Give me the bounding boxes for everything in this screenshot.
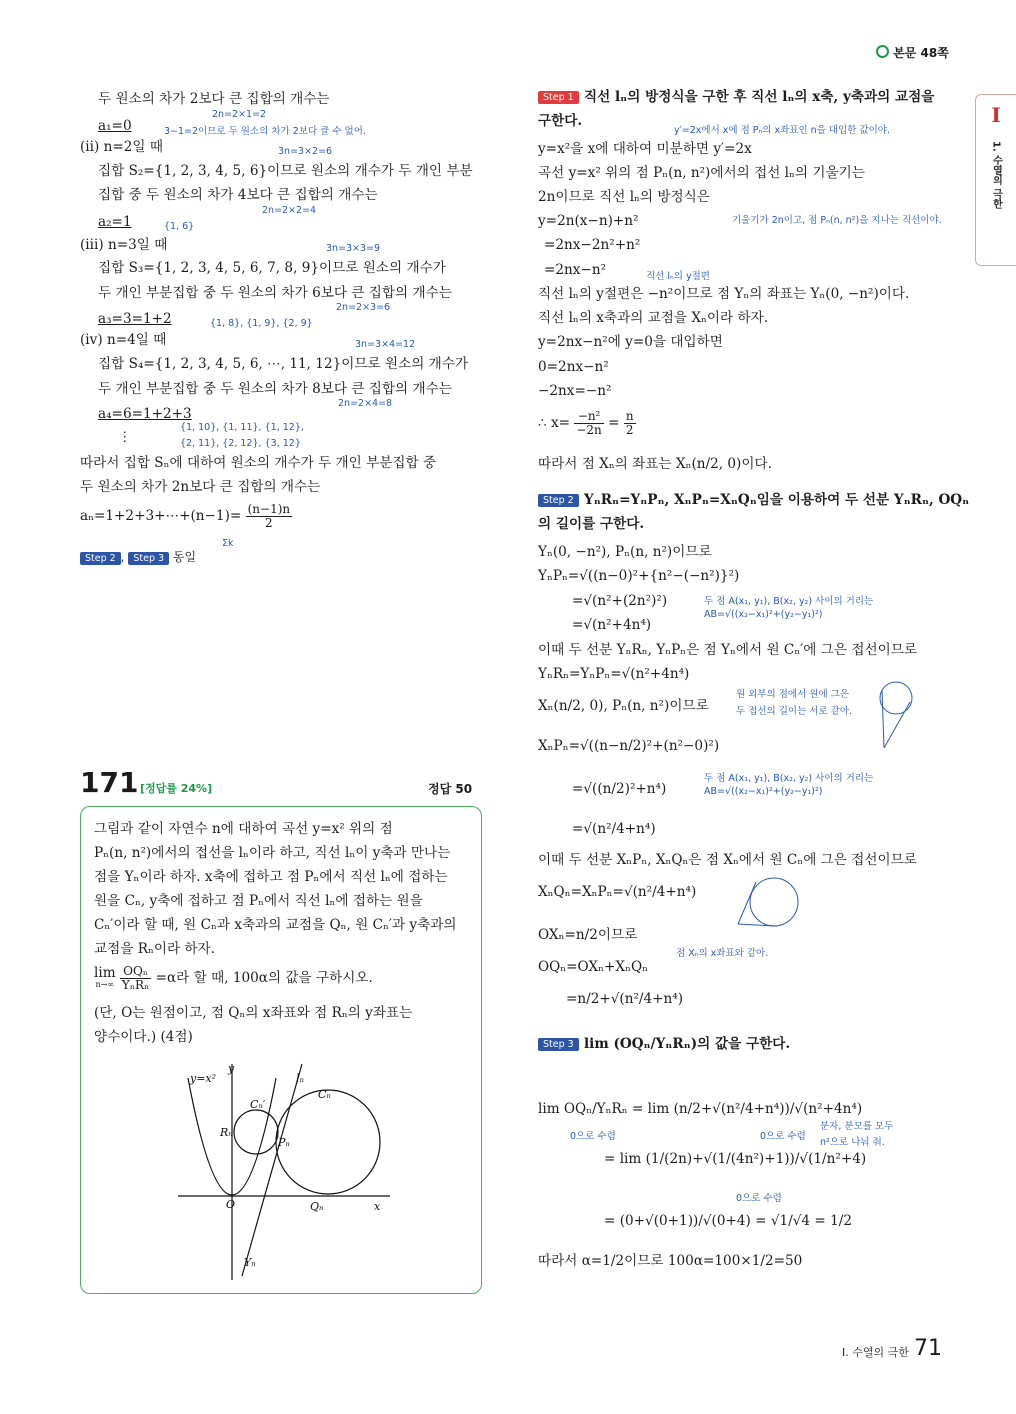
left-l3: (ii) n=2일 때: [80, 139, 164, 155]
page-ref: 본문 48쪽: [876, 44, 949, 61]
r-c4a: 분자, 분모를 모두: [820, 1121, 894, 1132]
fig-y-eq: y=x²: [190, 1072, 217, 1085]
r-s1b: 구한다.: [538, 113, 583, 129]
r-n21a: 두 점 A(x₁, y₁), B(x₂, y₂) 사이의 거리는: [704, 773, 874, 784]
problem-p2: Pₙ(n, n²)에서의 접선을 lₙ이라 하고, 직선 lₙ이 y축과 만나는: [94, 845, 451, 861]
tangent-figure-1: [860, 664, 924, 764]
left-l12: 집합 S₄={1, 2, 3, 4, 5, 6, ⋯, 11, 12}이므로 원소의 개수가: [98, 356, 469, 372]
r-step2-badge: Step 2: [538, 494, 579, 507]
r-step1-badge: Step 1: [538, 91, 579, 104]
r-n19b: 두 접선의 길이는 서로 같아.: [736, 706, 853, 717]
r-n16a: 두 점 A(x₁, y₁), B(x₂, y₂) 사이의 거리는: [704, 596, 874, 607]
tangent-figure-2: [720, 872, 802, 934]
r-r23: =√(n²/4+n⁴): [572, 821, 656, 837]
left-l14: a₄=6=1+2+3: [98, 406, 192, 422]
fig-y: y: [228, 1062, 235, 1075]
left-n3: 3n=3×2=6: [278, 146, 333, 157]
r-r19: YₙRₙ=YₙPₙ=√(n²+4n⁴): [538, 666, 690, 682]
r-c1: 0으로 수렴: [570, 1131, 616, 1142]
left-l5: 집합 중 두 원소의 차가 4보다 큰 집합의 개수는: [98, 187, 378, 203]
r-r18: 이때 두 선분 YₙRₙ, YₙPₙ은 점 Yₙ에서 원 Cₙ′에 그은 접선이므로: [538, 642, 917, 658]
left-n11: 3n=3×4=12: [355, 339, 416, 350]
left-l2: a₁=0: [98, 118, 132, 134]
left-l8: 집합 S₃={1, 2, 3, 4, 5, 6, 7, 8, 9}이므로 원소의 개수가: [98, 260, 446, 276]
left-n9: 2n=2×3=6: [336, 302, 391, 313]
r-r17: =√(n²+4n⁴): [572, 617, 652, 633]
r-final: 따라서 α=1/2이므로 100α=100×1/2=50: [538, 1253, 803, 1269]
r-r6: =2nx−n²: [544, 262, 607, 278]
r-r25: XₙQₙ=XₙPₙ=√(n²/4+n⁴): [538, 884, 697, 900]
left-l6: a₂=1: [98, 214, 132, 230]
left-n6: {1, 6}: [164, 221, 195, 232]
left-l15: 따라서 집합 Sₙ에 대하여 원소의 개수가 두 개인 부분집합 중: [80, 455, 437, 471]
r-r14: Yₙ(0, −n²), Pₙ(n, n²)이므로: [538, 544, 712, 560]
footer-chapter: Ⅰ. 수열의 극한: [842, 1346, 909, 1359]
left-n13: 2n=2×4=8: [338, 398, 393, 409]
step3-badge: Step 3: [128, 552, 169, 565]
r-c2: 0으로 수렴: [760, 1131, 806, 1142]
left-l10: a₃=3=1+2: [98, 311, 172, 327]
r-e2: = lim (1/(2n)+√(1/(4n²)+1))/√(1/n²+4): [604, 1151, 867, 1167]
left-l7: (iii) n=3일 때: [80, 237, 168, 253]
r-r16: =√(n²+(2n²)²): [572, 593, 668, 609]
problem-p4: 원을 Cₙ, y축에 접하고 점 Pₙ에서 직선 lₙ에 접하는 원을: [94, 893, 423, 909]
left-n5: 2n=2×2=4: [262, 205, 317, 216]
r-r22: =√((n/2)²+n⁴): [572, 781, 667, 797]
problem-p9: 양수이다.) (4점): [94, 1029, 193, 1045]
problem-answer: 정답 50: [428, 782, 473, 796]
fig-q: Qₙ: [310, 1200, 324, 1213]
left-n2: 3−1=2이므로 두 원소의 차가 2보다 클 수 없어.: [164, 126, 366, 137]
left-l9: 두 개인 부분집합 중 두 원소의 차가 6보다 큰 집합의 개수는: [98, 285, 452, 301]
r-n21b: AB=√((x₂−x₁)²+(y₂−y₁)²): [704, 786, 823, 797]
r-r21: XₙPₙ=√((n−n/2)²+(n²−0)²): [538, 738, 720, 754]
fig-c: Cₙ: [318, 1088, 331, 1101]
r-r12: ∴ x= $\frac{\text{−n²}}{-2n}$ = $\frac{n}{2}$: [538, 409, 634, 437]
left-l13: 두 개인 부분집합 중 두 원소의 차가 8보다 큰 집합의 개수는: [98, 381, 452, 397]
r-c4b: n²으로 나눠 줘.: [820, 1137, 885, 1148]
fig-l: lₙ: [296, 1072, 304, 1085]
r-r28: =n/2+√(n²/4+n⁴): [566, 991, 684, 1007]
problem-p8: (단, O는 원점이고, 점 Qₙ의 x좌표와 점 Rₙ의 y좌표는: [94, 1005, 413, 1021]
r-r7: 직선 lₙ의 y절편은 −n²이므로 점 Yₙ의 좌표는 Yₙ(0, −n²)이다.: [538, 286, 910, 302]
left-l11: (iv) n=4일 때: [80, 332, 167, 348]
circle-icon: [876, 45, 889, 58]
r-r3: 2n이므로 직선 lₙ의 방정식은: [538, 189, 710, 205]
r-s2b: 의 길이를 구한다.: [538, 516, 645, 532]
left-l17-frac: $\frac{(n-1)n}{2}$: [247, 502, 291, 530]
footer-page: 71: [914, 1336, 942, 1361]
r-r9: y=2nx−n²에 y=0을 대입하면: [538, 334, 723, 350]
r-s1a: 직선 lₙ의 방정식을 구한 후 직선 lₙ의 x축, y축과의 교점을: [584, 89, 935, 105]
r-n4: 기울기가 2n이고, 점 Pₙ(n, n²)을 지나는 직선이야.: [732, 215, 942, 226]
left-l17: aₙ=1+2+3+⋯+(n−1)= $\frac{(n-1)n}{2}$: [80, 502, 291, 530]
r-r1: y=x²을 x에 대하여 미분하면 y′=2x: [538, 141, 752, 157]
left-steps: Step 2 , Step 3 동일: [80, 548, 196, 565]
problem-p7: lim n→∞ OQₙ YₙRₙ =α라 할 때, 100α의 값을 구하시오.: [94, 964, 373, 992]
circle-cn-prime: [234, 1110, 278, 1154]
problem-number: 171: [80, 766, 139, 799]
problem-p3: 점을 Yₙ이라 하자. x축에 접하고 점 Pₙ에서 직선 lₙ에 접하는: [94, 869, 448, 885]
chapter-title: 1. 수열의 극한: [990, 141, 1002, 209]
left-n14b: {2, 11}, {2, 12}, {3, 12}: [180, 438, 301, 449]
left-l16: 두 원소의 차가 2n보다 큰 집합의 개수는: [80, 479, 321, 495]
chapter-tab[interactable]: [975, 94, 1016, 266]
left-n7: 3n=3×3=9: [326, 243, 381, 254]
problem-p5: Cₙ′이라 할 때, 원 Cₙ과 x축과의 교점을 Qₙ, 원 Cₙ′과 y축과의: [94, 917, 457, 933]
left-l4: 집합 S₂={1, 2, 3, 4, 5, 6}이므로 원소의 개수가 두 개인 부분: [98, 163, 473, 179]
left-n1: 2n=2×1=2: [212, 109, 267, 120]
left-vdots: ⋮: [118, 429, 132, 445]
fig-r: Rₙ: [220, 1126, 233, 1139]
r-n6: 직선 lₙ의 y절편: [646, 271, 710, 282]
circle-cn: [276, 1090, 380, 1194]
r-s3: lim (OQₙ/YₙRₙ)의 값을 구한다.: [584, 1036, 791, 1052]
problem-p6: 교점을 Rₙ이라 하자.: [94, 941, 215, 957]
left-n14a: {1, 10}, {1, 11}, {1, 12},: [180, 422, 304, 433]
chapter-roman: I: [991, 103, 1001, 127]
r-r10: 0=2nx−n²: [538, 359, 609, 375]
fig-yn: Yₙ: [244, 1256, 256, 1269]
r-r20: Xₙ(n/2, 0), Pₙ(n, n²)이므로: [538, 698, 709, 714]
r-r4: y=2n(x−n)+n²: [538, 213, 639, 229]
problem-p1: 그림과 같이 자연수 n에 대하여 곡선 y=x² 위의 점: [94, 821, 393, 837]
left-n17: Σk: [222, 538, 234, 549]
fig-p: Pₙ: [278, 1136, 290, 1149]
r-step3-badge: Step 3: [538, 1038, 579, 1051]
r-r27: OQₙ=OXₙ+XₙQₙ: [538, 959, 648, 975]
left-n10: {1, 8}, {1, 9}, {2, 9}: [210, 318, 313, 329]
r-r8: 직선 lₙ의 x축과의 교점을 Xₙ이라 하자.: [538, 310, 769, 326]
r-e1: lim OQₙ/YₙRₙ = lim (n/2+√(n²/4+n⁴))/√(n²+4n⁴): [538, 1101, 863, 1117]
fig-o: O: [226, 1198, 236, 1211]
fig-x: x: [374, 1200, 381, 1213]
r-r13: 따라서 점 Xₙ의 좌표는 Xₙ(n/2, 0)이다.: [538, 456, 772, 472]
left-l1: 두 원소의 차가 2보다 큰 집합의 개수는: [98, 91, 330, 107]
r-r26: OXₙ=n/2이므로: [538, 927, 638, 943]
r-n19a: 원 외부의 점에서 원에 그은: [736, 689, 850, 700]
r-n1: y′=2x에서 x에 점 Pₙ의 x좌표인 n을 대입한 값이야.: [674, 125, 890, 136]
fig-cp: Cₙ′: [250, 1098, 266, 1111]
r-r11: −2nx=−n²: [538, 383, 612, 399]
r-r5: =2nx−2n²+n²: [544, 237, 641, 253]
problem-figure: [170, 1060, 400, 1282]
step2-badge: Step 2: [80, 552, 121, 565]
r-n26: 점 Xₙ의 x좌표와 같아.: [676, 948, 769, 959]
problem-rate: [정답률 24%]: [140, 782, 213, 795]
r-s2a: YₙRₙ=YₙPₙ, XₙPₙ=XₙQₙ임을 이용하여 두 선분 YₙRₙ, OQₙ: [584, 492, 970, 508]
r-e3: = (0+√(0+1))/√(0+4) = √1/√4 = 1/2: [604, 1213, 852, 1229]
r-r24: 이때 두 선분 XₙPₙ, XₙQₙ은 점 Xₙ에서 원 Cₙ에 그은 접선이므로: [538, 852, 917, 868]
r-r15: YₙPₙ=√((n−0)²+{n²−(−n²)}²): [538, 568, 740, 584]
r-n16b: AB=√((x₂−x₁)²+(y₂−y₁)²): [704, 609, 823, 620]
r-c3: 0으로 수렴: [736, 1193, 782, 1204]
r-r2: 곡선 y=x² 위의 점 Pₙ(n, n²)에서의 접선 lₙ의 기울기는: [538, 165, 865, 181]
